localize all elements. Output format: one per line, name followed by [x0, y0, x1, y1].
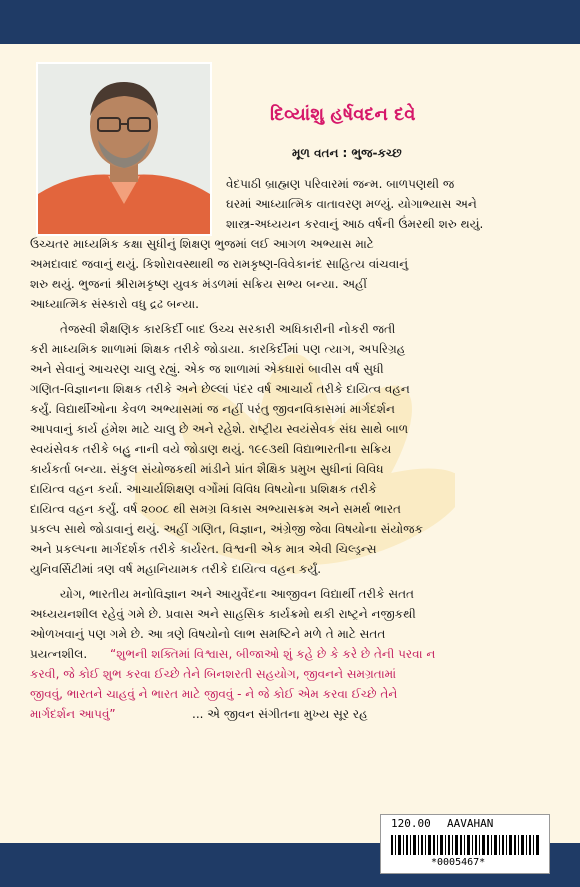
- price-value: 120.00: [391, 817, 431, 830]
- bio-line: કર્યું. વિદ્યાર્થીઓના કેવળ અભ્યાસમાં જ નહીં પરંતુ જીવનવિકાસમાં માર્ગદર્શન: [30, 402, 395, 416]
- publisher-name: AAVAHAN: [447, 817, 494, 830]
- barcode-number: *0005467*: [431, 857, 486, 868]
- bio-line: અધ્યયનશીલ રહેવું ગમે છે. પ્રવાસ અને સાહસિક કાર્યક્રમો થકી રાષ્ટ્રને નજીકથી: [30, 607, 416, 621]
- quote-line: “શુભની શક્તિમાં વિશ્વાસ, બીજાઓ શું કહે છે કે કરે છે તેની પરવા ન: [110, 647, 436, 661]
- bio-line: કાર્યકર્તા બન્યા. સંકુલ સંયોજકથી માંડીને પ્રાંત શૈક્ષિક પ્રમુખ સુધીનાં વિવિધ: [30, 462, 384, 476]
- price-sticker: [380, 814, 550, 874]
- bio-line: પ્રકલ્પ સાથે જોડાવાનું થયું. અહીં ગણિત, વિજ્ઞાન, અંગ્રેજી જેવા વિષયોના સંયોજક: [30, 522, 423, 536]
- bio-line: દાયિત્વ વહન કર્યું. વર્ષ ૨૦૦૮ થી સમગ્ર વિકાસ અભ્યાસક્રમ અને સમર્થ ભારત: [30, 502, 402, 516]
- quote-line: કરવી, જે કોઈ શુભ કરવા ઈચ્છે તેને બિનશરતી સહયોગ, જીવનને સમગ્રતામાં: [30, 667, 397, 681]
- bio-line: સ્વયંસેવક તરીકે બહુ નાની વયે જોડાણ થયું. ૧૯૯૩થી વિદ્યાભારતીના સક્રિય: [30, 442, 392, 456]
- bio-line: અને સેવાનું આચરણ ચાલુ રહ્યું. એક જ શાળામાં એકધારાં બાવીસ વર્ષ સુધી: [30, 362, 384, 376]
- bio-line: યોગ, ભારતીય મનોવિજ્ઞાન અને આયુર્વેદના આજીવન વિદ્યાર્થી તરીકે સતત: [60, 587, 414, 601]
- bio-line: યુનિવર્સિટીમાં ત્રણ વર્ષ મહાનિયામક તરીકે દાયિત્વ વહન કર્યું.: [30, 562, 322, 576]
- bio-line: શાસ્ત્ર-અધ્યયન કરવાનું આઠ વર્ષની ઉંમરથી શરુ થયું.: [226, 217, 484, 231]
- top-color-band: [0, 0, 580, 44]
- author-portrait-icon: [38, 64, 210, 234]
- author-photo: [36, 62, 212, 236]
- bio-line: વેદપાઠી બ્રાહ્મણ પરિવારમાં જન્મ. બાળપણથી જ: [226, 177, 455, 191]
- bio-line: ગણિત-વિજ્ઞાનના શિક્ષક તરીકે અને છેલ્લાં પંદર વર્ષ આચાર્ય તરીકે દાયિત્વ વહન: [30, 382, 410, 396]
- bio-line: અમદાવાદ જવાનું થયું. કિશોરાવસ્થાથી જ રામકૃષ્ણ-વિવેકાનંદ સાહિત્ય વાંચવાનું: [30, 257, 409, 271]
- bio-line: આધ્યાત્મિક સંસ્કારો વધુ દ્રઢ બન્યા.: [30, 297, 199, 311]
- author-name: દિવ્યાંશુ હર્ષવદન દવે: [270, 104, 416, 125]
- bio-line: આપવાનું કાર્ય હંમેશ માટે ચાલુ છે અને રહેશે. રાષ્ટ્રીય સ્વયંસેવક સંઘ સાથે બાળ: [30, 422, 409, 436]
- bio-line: ઘરમાં આધ્યાત્મિક વાતાવરણ મળ્યું. યોગાભ્યાસ અને: [226, 197, 477, 211]
- quote-line: જીવવું, ભારતને ચાહવું ને ભારત માટે જીવવું - ને જે કોઈ એમ કરવા ઈચ્છે તેને: [30, 687, 398, 701]
- quote-line: માર્ગદર્શન આપવું”: [30, 707, 116, 721]
- barcode-icon: [391, 835, 539, 855]
- author-origin: મૂળ વતન : ભુજ-કચ્છ: [292, 146, 402, 160]
- bio-line: પ્રયત્નશીલ.: [30, 647, 88, 661]
- bio-line: ઉચ્ચતર માધ્યમિક કક્ષા સુધીનું શિક્ષણ ભુજમાં લઈ આગળ અભ્યાસ માટે: [30, 237, 374, 251]
- bio-line: દાયિત્વ વહન કર્યા. આચાર્યશિક્ષણ વર્ગોમાં વિવિધ વિષયોના પ્રશિક્ષક તરીકે: [30, 482, 377, 496]
- bio-line: શરુ થયું. ભુજનાં શ્રીરામકૃષ્ણ યુવક મંડળમાં સક્રિય સભ્ય બન્યા. અહીં: [30, 277, 367, 291]
- bio-line: કરી માધ્યમિક શાળામાં શિક્ષક તરીકે જોડાયા. કારકિર્દીમાં પણ ત્યાગ, અપરિગ્રહ: [30, 342, 406, 356]
- bio-line: અને પ્રકલ્પના માર્ગદર્શક તરીકે કાર્યરત. વિશ્વની એક માત્ર એવી ચિલ્ડ્રન્સ: [30, 542, 377, 556]
- bio-line: ... એ જીવન સંગીતના મુખ્ય સૂર રહ: [192, 707, 368, 721]
- bio-line: તેજસ્વી શૈક્ષણિક કારકિર્દી બાદ ઉચ્ચ સરકારી અધિકારીની નોકરી જતી: [60, 322, 396, 336]
- bio-line: ઓળખવાનું પણ ગમે છે. આ ત્રણે વિષયોનો લાભ સમષ્ટિને મળે તે માટે સતત: [30, 627, 386, 641]
